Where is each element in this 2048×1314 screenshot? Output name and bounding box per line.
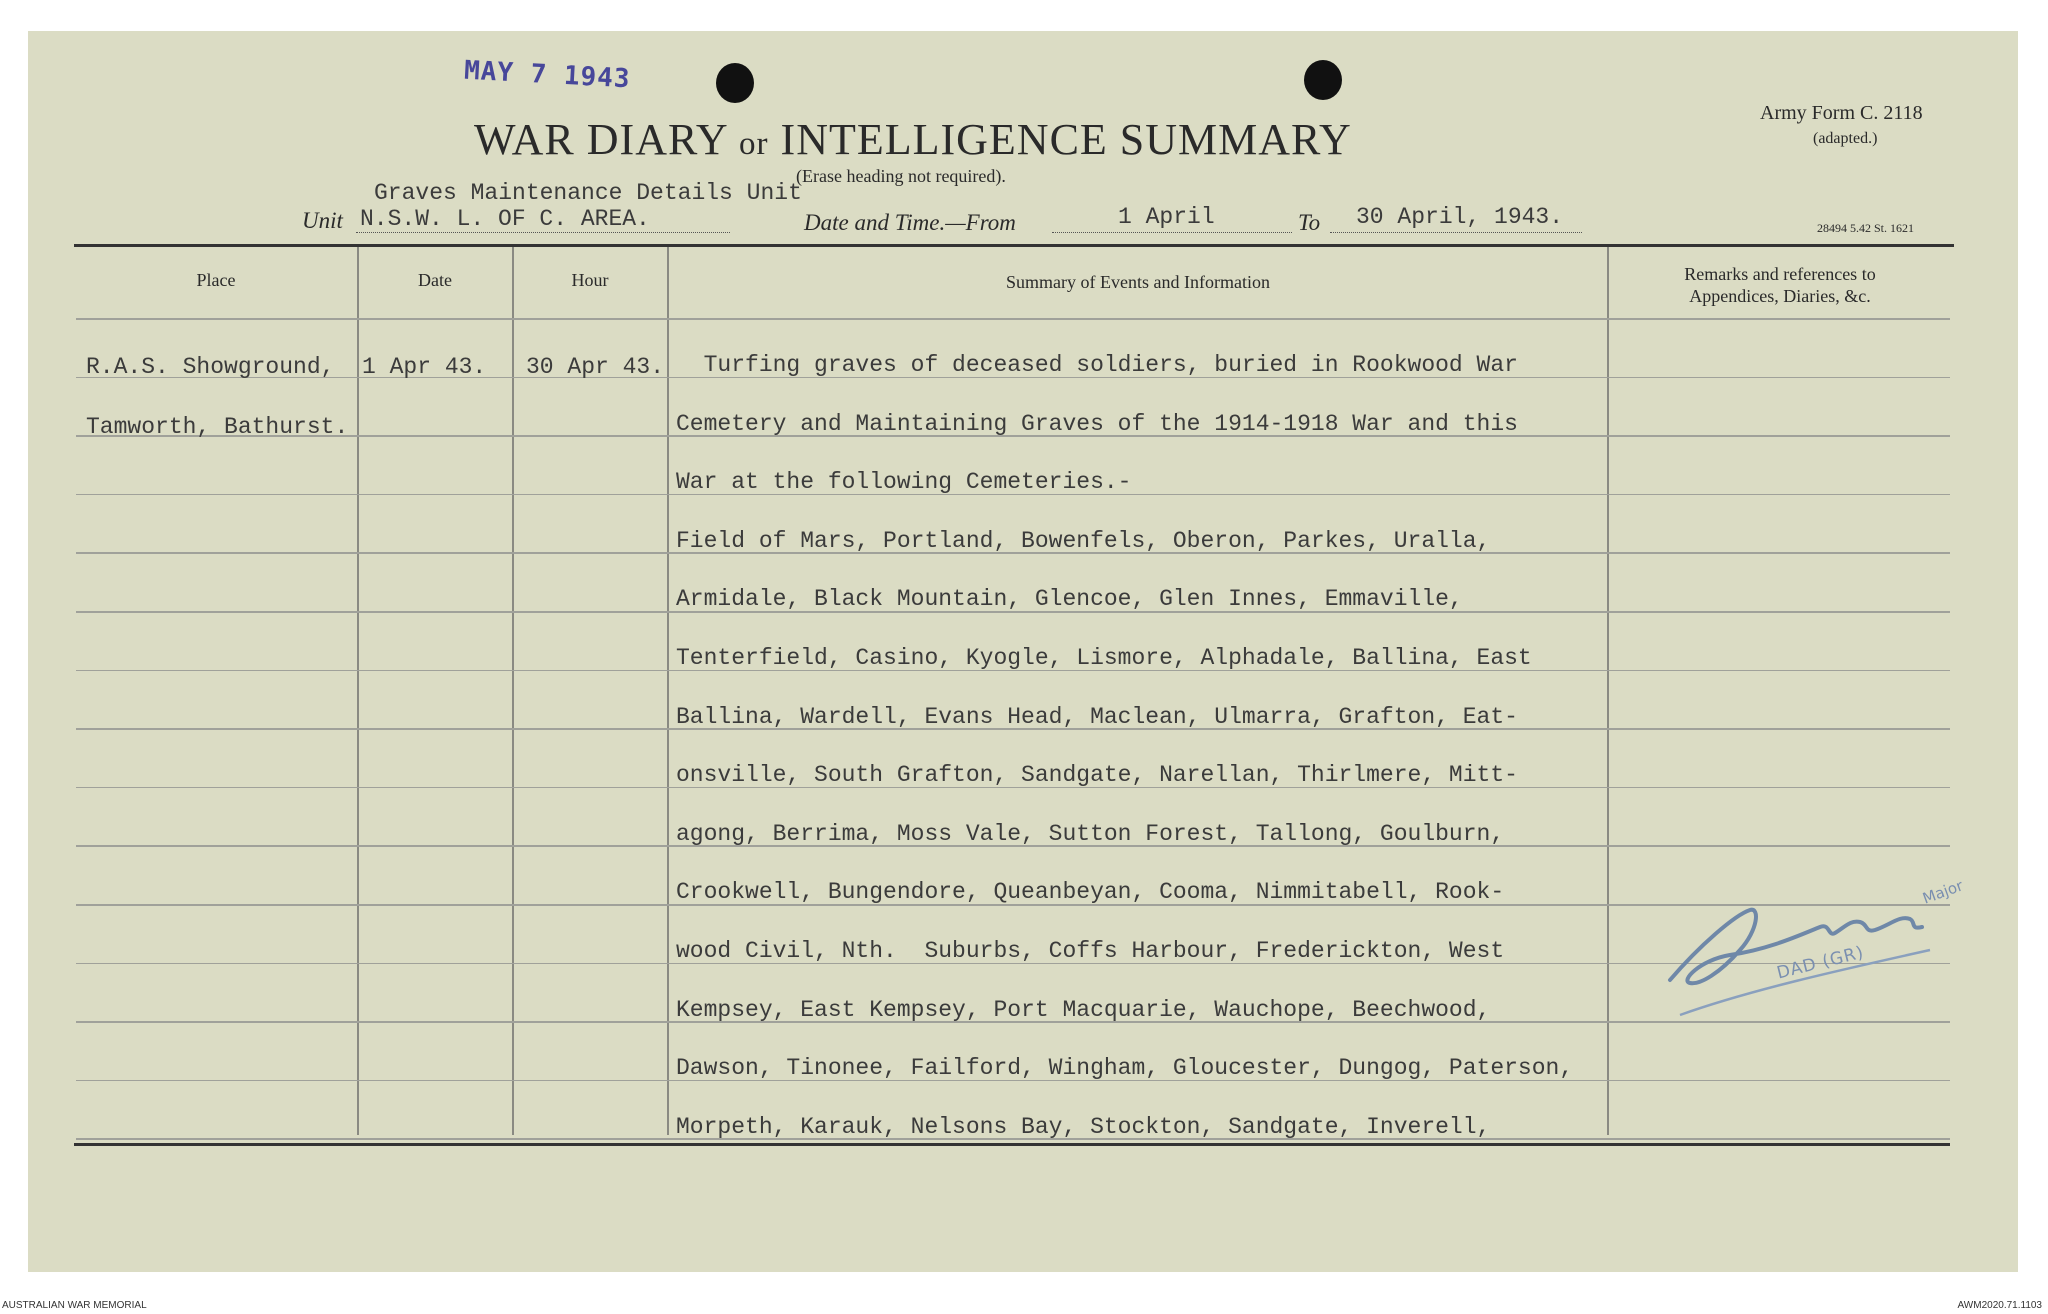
unit-label: Unit [302,208,343,233]
entry-place-line2: Tamworth, Bathurst. [86,414,349,440]
remarks-header-line1: Remarks and references to [1684,264,1876,284]
to-dotted-line [1330,232,1582,233]
archive-footer-left: AUSTRALIAN WAR MEMORIAL [2,1300,147,1311]
archive-footer-right: AWM2020.71.1103 [1957,1300,2042,1311]
summary-line: Cemetery and Maintaining Graves of the 1914-1918 War and this [676,410,1518,437]
summary-line: Kempsey, East Kempsey, Port Macquarie, Wauchope, Beechwood, [676,996,1491,1023]
ruled-line [76,318,1950,320]
title-or: or [739,126,769,162]
title-intelligence-summary: INTELLIGENCE SUMMARY [780,115,1352,164]
column-header-summary: Summary of Events and Information [1006,272,1270,292]
form-adapted-note: (adapted.) [1813,130,1878,147]
summary-line: Turfing graves of deceased soldiers, buried in Rookwood War [676,352,1518,378]
title-war-diary: WAR DIARY [474,115,728,164]
summary-line: Morpeth, Karauk, Nelsons Bay, Stockton, Sandgate, Inverell, [676,1113,1491,1140]
received-date-stamp: MAY 7 1943 [463,55,632,95]
date-to-label: To [1298,210,1321,235]
erase-heading-note: (Erase heading not required). [796,166,1006,186]
summary-line: Ballina, Wardell, Evans Head, Maclean, Ulmarra, Grafton, Eat- [676,703,1518,730]
summary-line: War at the following Cemeteries.- [676,469,1132,496]
from-dotted-line [1052,232,1292,233]
column-divider-hour [667,247,669,1135]
summary-line: Crookwell, Bungendore, Queanbeyan, Cooma, Nimmitabell, Rook- [676,879,1505,906]
summary-line: Dawson, Tinonee, Failford, Wingham, Gloucester, Dungog, Paterson, [676,1055,1574,1082]
remarks-header-line2: Appendices, Diaries, &c. [1689,286,1871,306]
form-title [474,114,1352,165]
signature-rank: Major [1920,876,1966,908]
summary-line: agong, Berrima, Moss Vale, Sutton Forest, Tallong, Goulburn, [676,820,1505,847]
print-code: 28494 5.42 St. 1621 [1817,221,1915,235]
punch-hole-left [716,63,754,103]
unit-dotted-line [356,232,730,233]
date-from-label: Date and Time.—From [804,210,1016,235]
summary-line: onsville, South Grafton, Sandgate, Narellan, Thirlmere, Mitt- [676,762,1518,789]
entry-place-line1: R.A.S. Showground, [86,354,335,380]
punch-hole-right [1304,60,1342,100]
unit-name-typed: Graves Maintenance Details Unit [374,180,802,206]
date-from-value: 1 April [1118,204,1215,230]
column-header-remarks [1610,263,1950,307]
column-divider-place [357,247,359,1135]
signature-title: DAD (GR) [1774,942,1867,984]
entry-date: 1 Apr 43. [362,354,487,380]
entry-hour: 30 Apr 43. [526,354,665,380]
table-top-rule [74,244,1954,247]
summary-line: wood Civil, Nth. Suburbs, Coffs Harbour, Frederickton, West [676,938,1505,964]
column-header-date: Date [418,270,452,290]
column-header-hour: Hour [571,270,609,290]
summary-line: Field of Mars, Portland, Bowenfels, Oberon, Parkes, Uralla, [676,527,1491,554]
date-to-value: 30 April, 1943. [1356,204,1564,230]
summary-line: Armidale, Black Mountain, Glencoe, Glen Innes, Emmaville, [676,586,1463,613]
table-bottom-rule [74,1143,1950,1146]
unit-value: N.S.W. L. OF C. AREA. [360,206,650,232]
column-divider-summary [1607,247,1609,1135]
army-form-number: Army Form C. 2118 [1760,102,1923,124]
column-divider-date [512,247,514,1135]
signature-block [1660,875,1980,1040]
summary-line: Tenterfield, Casino, Kyogle, Lismore, Alphadale, Ballina, East [676,645,1532,671]
column-header-place: Place [196,270,236,290]
